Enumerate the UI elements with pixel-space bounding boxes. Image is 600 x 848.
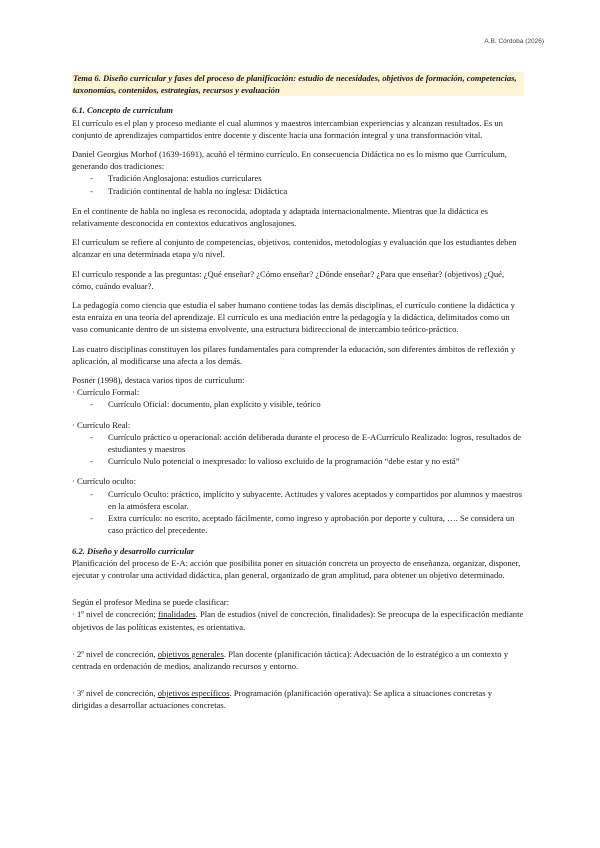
formal-curriculum-list	[72, 398, 524, 410]
list-item: - Currículo Nulo potencial o inexpresado: lo valioso excluido de la programación “debe estar y no está”	[90, 455, 524, 467]
level-3-keyword: objetivos específicos	[157, 688, 230, 699]
list-item: - Extra currículo: no escrito, aceptado fácilmente, como ingreso y aprobación por deporte y cultura, …. Se considera un caso práctico del precedente.	[90, 512, 524, 536]
traditions-list	[72, 172, 524, 196]
paragraph: Posner (1998), destaca varios tipos de currículum:	[72, 375, 245, 386]
level-3-paragraph: · 3º nivel de concreción, objetivos específicos. Programación (planificación operativa): Se aplica a situaciones concretas y dirigidas a desarrollar actuaciones concretas.	[72, 688, 493, 711]
paragraph: Las cuatro disciplinas constituyen los pilares fundamentales para comprender la educación, son diferentes ámbitos de reflexión y aplicación, al modificarse una afecta a los demás.	[72, 343, 516, 366]
paragraph: El currículum se refiere al conjunto de competencias, objetivos, contenidos, metodologías y evaluación que los estudiantes deben alcanzar en una determinada etapa y/o nivel.	[72, 237, 517, 260]
list-item: - Currículo Oficial: documento, plan explícito y visible, teórico	[90, 398, 524, 410]
author-header: A.B. Córdoba (2026)	[484, 38, 544, 45]
paragraph: Daniel Georgius Morhof (1639-1691), acuñó el término currículo. En consecuencia Didáctica no es lo mismo que Currículum, generando dos tradiciones:	[72, 149, 507, 172]
list-item: - Tradición continental de habla no inglesa: Didáctica	[90, 185, 524, 197]
document-body	[72, 72, 524, 719]
paragraph: La pedagogía como ciencia que estudia el saber humano contiene todas las demás disciplinas, el currículo contiene la didáctica y esta enraíza en una teoría del aprendizaje. El currículo es una mediación entre la pedagogía y la didáctica, delimitados como un vaso comunicante dentro de un sistema envolvente, una estructura bidireccional de intercambio teórico-práctico.	[72, 300, 515, 335]
real-curriculum-label: · Currículo Real:	[72, 419, 131, 430]
list-item: - Currículo Oculto: práctico, implícito y subyacente. Actitudes y valores aceptados y compartidos por alumnos y maestros en la atmósfera escolar.	[90, 488, 524, 512]
paragraph: El currículo es el plan y proceso mediante el cual alumnos y maestros intercambian experiencias y alcanzan resultados. Es un conjunto de aprendizajes compartidos entre docente y discente hacia una formación integral y una transformación vital.	[72, 117, 503, 140]
classification-intro: Según el profesor Medina se puede clasificar:	[72, 597, 230, 608]
paragraph: En el continente de habla no inglesa es reconocida, adoptada y adaptada internacionalmente. Mientras que la didáctica es relativamente desconocida en contextos educativos anglosajones.	[72, 205, 488, 229]
level-2-keyword: objetivos generales	[157, 648, 224, 659]
level-1-paragraph: · 1º nivel de concreción; finalidades. Plan de estudios (nivel de concreción, finalidades): Se preocupa de la especificación mediante objetivos de las políticas existentes, es orientativa.	[72, 609, 524, 632]
section-heading-6-2: 6.2. Diseño y desarrollo curricular	[72, 545, 195, 556]
section-heading-6-1: 6.1. Concepto de currículum	[72, 105, 173, 116]
real-curriculum-list	[72, 431, 524, 468]
level-2-paragraph: · 2º nivel de concreción, objetivos generales. Plan docente (planificación táctica): Adecuación de lo estratégico a un contexto y centrada en ordenación de medios, analizando recursos y entorno.	[72, 648, 509, 671]
level-1-keyword: finalidades	[157, 609, 196, 620]
list-item: - Tradición Anglosajona: estudios curriculares	[90, 172, 524, 184]
page-title: Tema 6. Diseño curricular y fases del proceso de planificación: estudio de necesidades, objetivos de formación, competencias, taxonomías, contenidos, estrategias, recursos y evaluación	[72, 72, 524, 96]
hidden-curriculum-list	[72, 488, 524, 537]
paragraph: Planificación del proceso de E-A: acción que posibilita poner en situación concreta un proyecto de enseñanza. organizar, disponer, ejecutar y controlar una actividad didáctica, plan general, organizado de gran amplitud, para obtener un objetivo determinado.	[72, 557, 521, 580]
list-item: - Currículo práctico u operacional: acción deliberada durante el proceso de E-ACurrículo Realizado: logros, resultados de estudiantes y maestros	[90, 431, 524, 455]
paragraph: El currículo responde a las preguntas: ¿Qué enseñar? ¿Cómo enseñar? ¿Dónde enseñar? ¿Para que enseñar? (objetivos) ¿Qué, cómo, cuándo evaluar?.	[72, 268, 505, 291]
formal-curriculum-label: · Currículo Formal:	[72, 387, 140, 398]
hidden-curriculum-label: · Currículo oculto:	[72, 476, 136, 487]
